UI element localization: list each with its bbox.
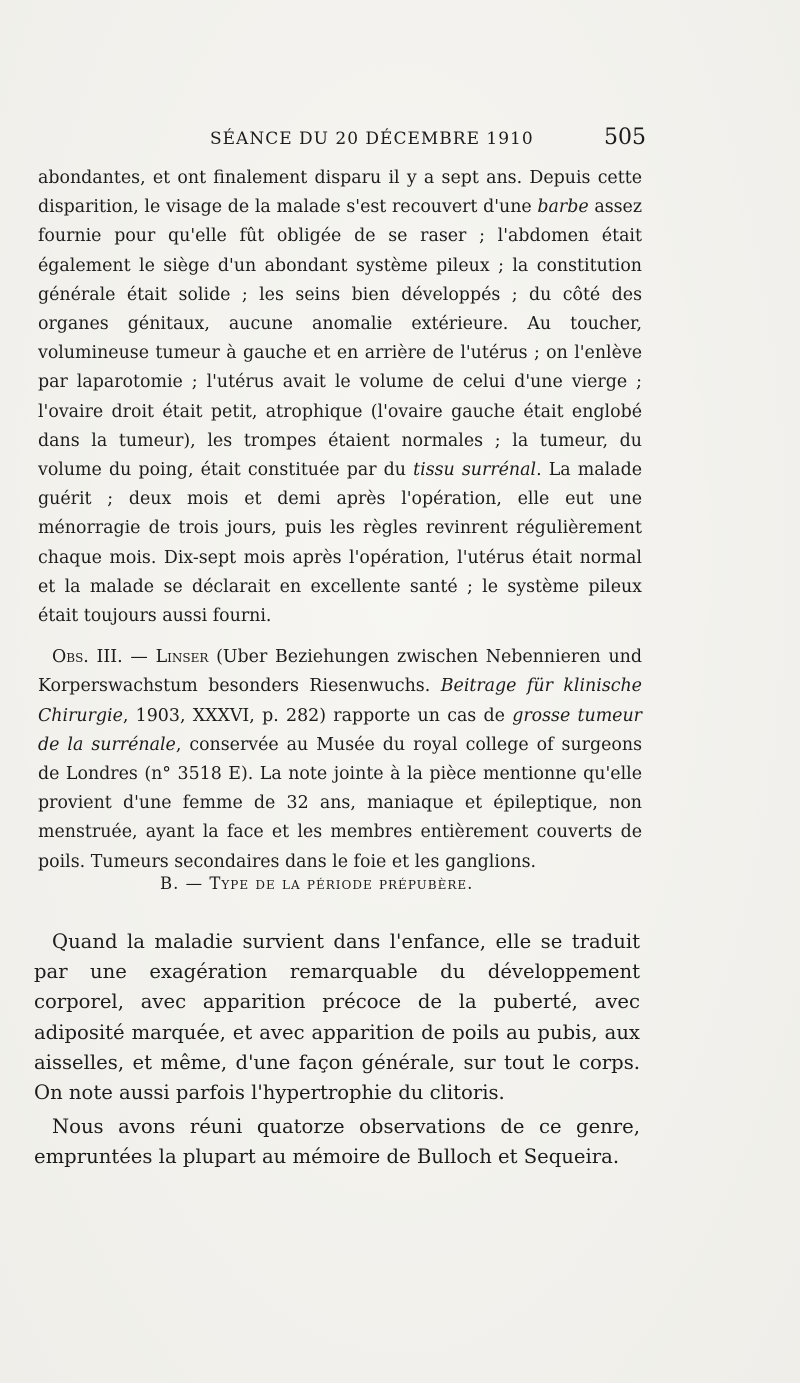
page-header — [0, 125, 800, 157]
paragraph1-italic-b: tissu surrénal — [413, 460, 537, 481]
observation-paragraph — [38, 643, 642, 877]
paragraph-observations: Nous avons réuni quatorze observations de ce genre, empruntées la plupart au mémoire de Bulloch et Sequeira. — [34, 1115, 640, 1169]
paragraph1-text-a: abondantes, et ont finalement disparu il y a sept ans. Depuis cette disparition, le visage de la malade s'est recouvert d'une — [38, 168, 642, 218]
observation-dash: — — [122, 647, 156, 668]
paragraph1-text-c: . La malade guérit ; deux mois et demi après l'opération, elle eut une ménorragie de trois jours, puis les règles revinrent régulièrement chaque mois. Dix-sept mois après l'opération, l'utérus était normal et la malade se déclarait en excellente santé ; le système pileux était toujours aussi fourni. — [38, 460, 642, 627]
paragraph2-italic-b: grosse tumeur de la surrénale — [38, 705, 642, 755]
section-text — [34, 927, 640, 1173]
page-number: 505 — [604, 125, 646, 150]
main-text — [38, 164, 642, 877]
paragraph2-italic-a: Beitrage für klinische Chirurgie — [38, 676, 642, 726]
paragraph2-text-a: (Uber Beziehungen zwischen Nebennieren und Korperswachstum besonders Riesenwuchs. — [38, 647, 643, 697]
section-heading: B. — Type de la période prépubère. — [160, 874, 474, 893]
paragraph2-text-c: , conservée au Musée du royal college of surgeons de Londres (n° 3518 E). La note jointe à la pièce mentionne qu'elle provient d'une femme de 32 ans, maniaque et épileptique, non menstruée, ayant la face et les membres entièrement couverts de poils. Tumeurs secondaires dans le foie et les ganglions. — [38, 734, 642, 872]
paragraph2-text-b: , 1903, XXXVI, p. 282) rapporte un cas de — [122, 705, 513, 726]
observation-author: Linser — [155, 647, 209, 668]
paragraph1-italic-a: barbe — [537, 197, 589, 218]
paragraph-intro: Quand la maladie survient dans l'enfance, elle se traduit par une exagération remarquable du développement corporel, avec apparition précoce de la puberté, avec adiposité marquée, et avec apparition de poils au pubis, aux aisselles, et même, d'une façon générale, sur tout le corps. On note aussi parfois l'hypertrophie du clitoris. — [34, 930, 640, 1105]
observation-label: Obs. III. — [52, 647, 123, 668]
paragraph-continuation — [38, 164, 642, 631]
paragraph1-text-b: assez fournie pour qu'elle fût obligée de se raser ; l'abdomen était également le siège d'un abondant système pileux ; la constitution générale était solide ; les seins bien développés ; du côté des organes génitaux, aucune anomalie extérieure. Au toucher, volumineuse tumeur à gauche et en arrière de l'utérus ; on l'enlève par laparotomie ; l'utérus avait le volume de celui d'une vierge ; l'ovaire droit était petit, atrophique (l'ovaire gauche était englobé dans la tumeur), les trompes étaient normales ; la tumeur, du volume du poing, était constituée par du — [38, 197, 642, 481]
running-title: SÉANCE DU 20 DÉCEMBRE 1910 — [210, 129, 534, 149]
